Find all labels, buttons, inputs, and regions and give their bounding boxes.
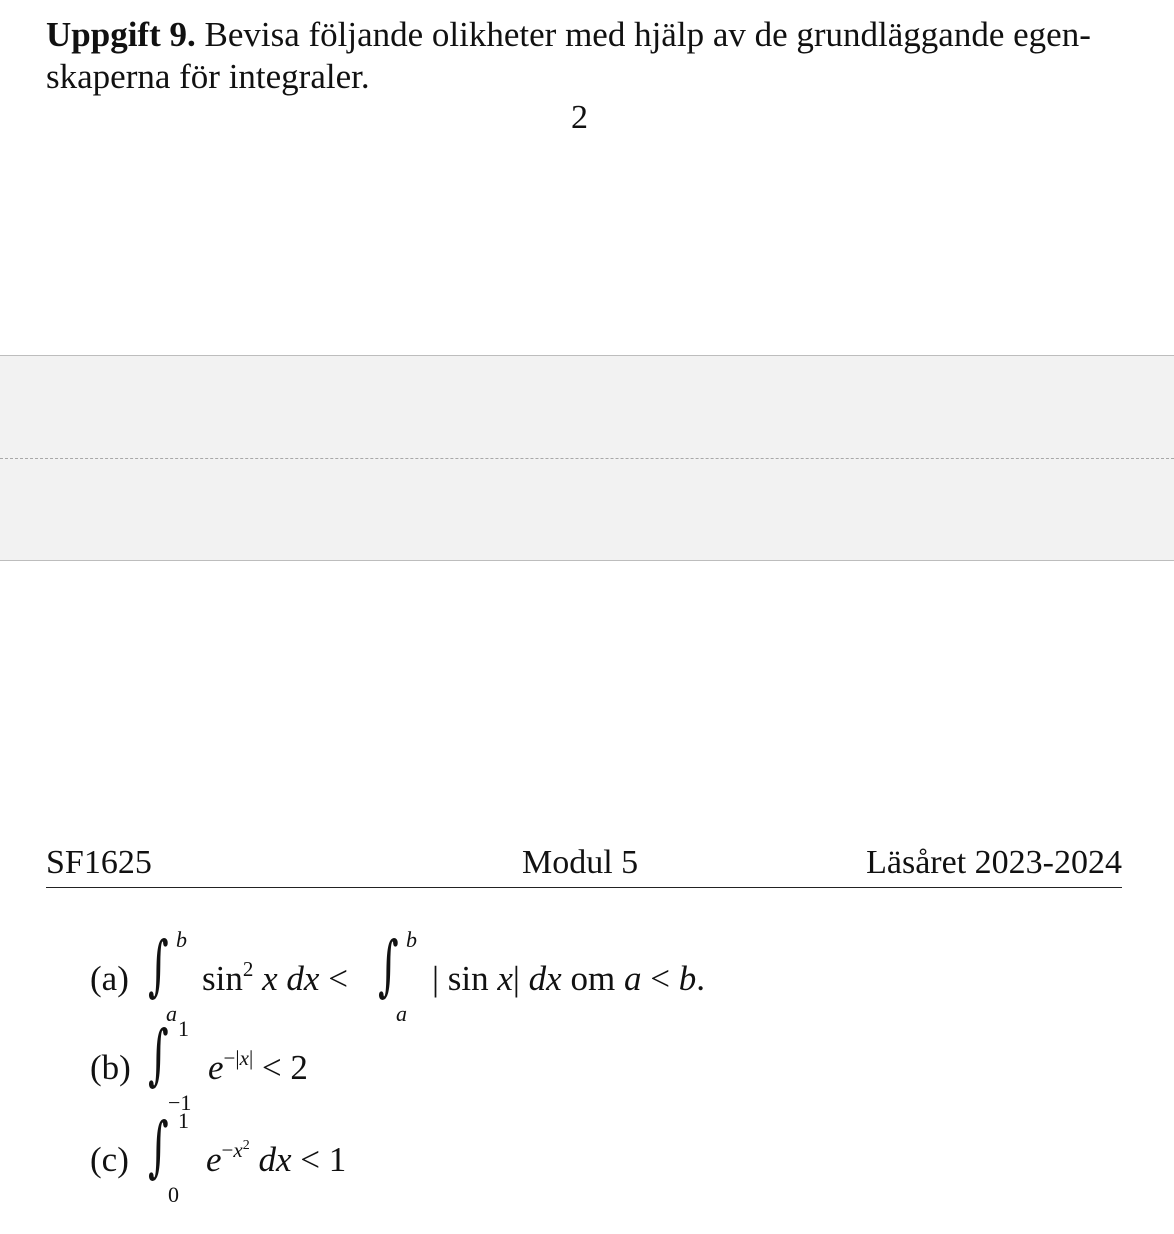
task-statement	[46, 14, 1126, 98]
integral-sign: ∫	[378, 927, 399, 1004]
lower-limit: a	[166, 1001, 177, 1026]
item-label: (b)	[90, 1048, 131, 1087]
upper-limit: b	[176, 927, 187, 952]
lower-limit: a	[396, 1001, 407, 1026]
page-header	[46, 843, 1122, 888]
task-number: Uppgift 9.	[46, 15, 196, 54]
header-module: Modul 5	[522, 844, 639, 881]
integrand-a1: $\sin^2 x$ dx <	[202, 957, 348, 998]
integral-sign: ∫	[148, 1016, 169, 1093]
lower-limit: 0	[168, 1182, 179, 1207]
task-text: Bevisa följande olikheter med hjälp av de grundläggande egen-	[204, 15, 1091, 54]
item-label: (c)	[90, 1140, 129, 1179]
header-course: SF1625	[46, 844, 152, 881]
page-break	[0, 355, 1174, 561]
integrand-c: $e^{-x^2}$ dx < 1	[206, 1138, 347, 1179]
task-text-2: skaperna för integraler.	[46, 57, 370, 96]
header-year: Läsåret 2023-2024	[866, 844, 1122, 881]
page-top	[0, 0, 1174, 356]
lower-limit: −1	[168, 1090, 192, 1115]
upper-limit: b	[406, 927, 417, 952]
item-label: (a)	[90, 959, 129, 998]
integrand-a2: | sin x| dx om a < b.	[432, 959, 705, 998]
page-number: 2	[571, 99, 588, 136]
integrand-b: $e^{-|x|} < 2$	[208, 1046, 308, 1087]
upper-limit: 1	[178, 1016, 189, 1041]
page-break-divider	[0, 458, 1174, 459]
integral-sign: ∫	[148, 1108, 169, 1185]
upper-limit: 1	[178, 1108, 189, 1133]
integral-sign: ∫	[148, 927, 169, 1004]
